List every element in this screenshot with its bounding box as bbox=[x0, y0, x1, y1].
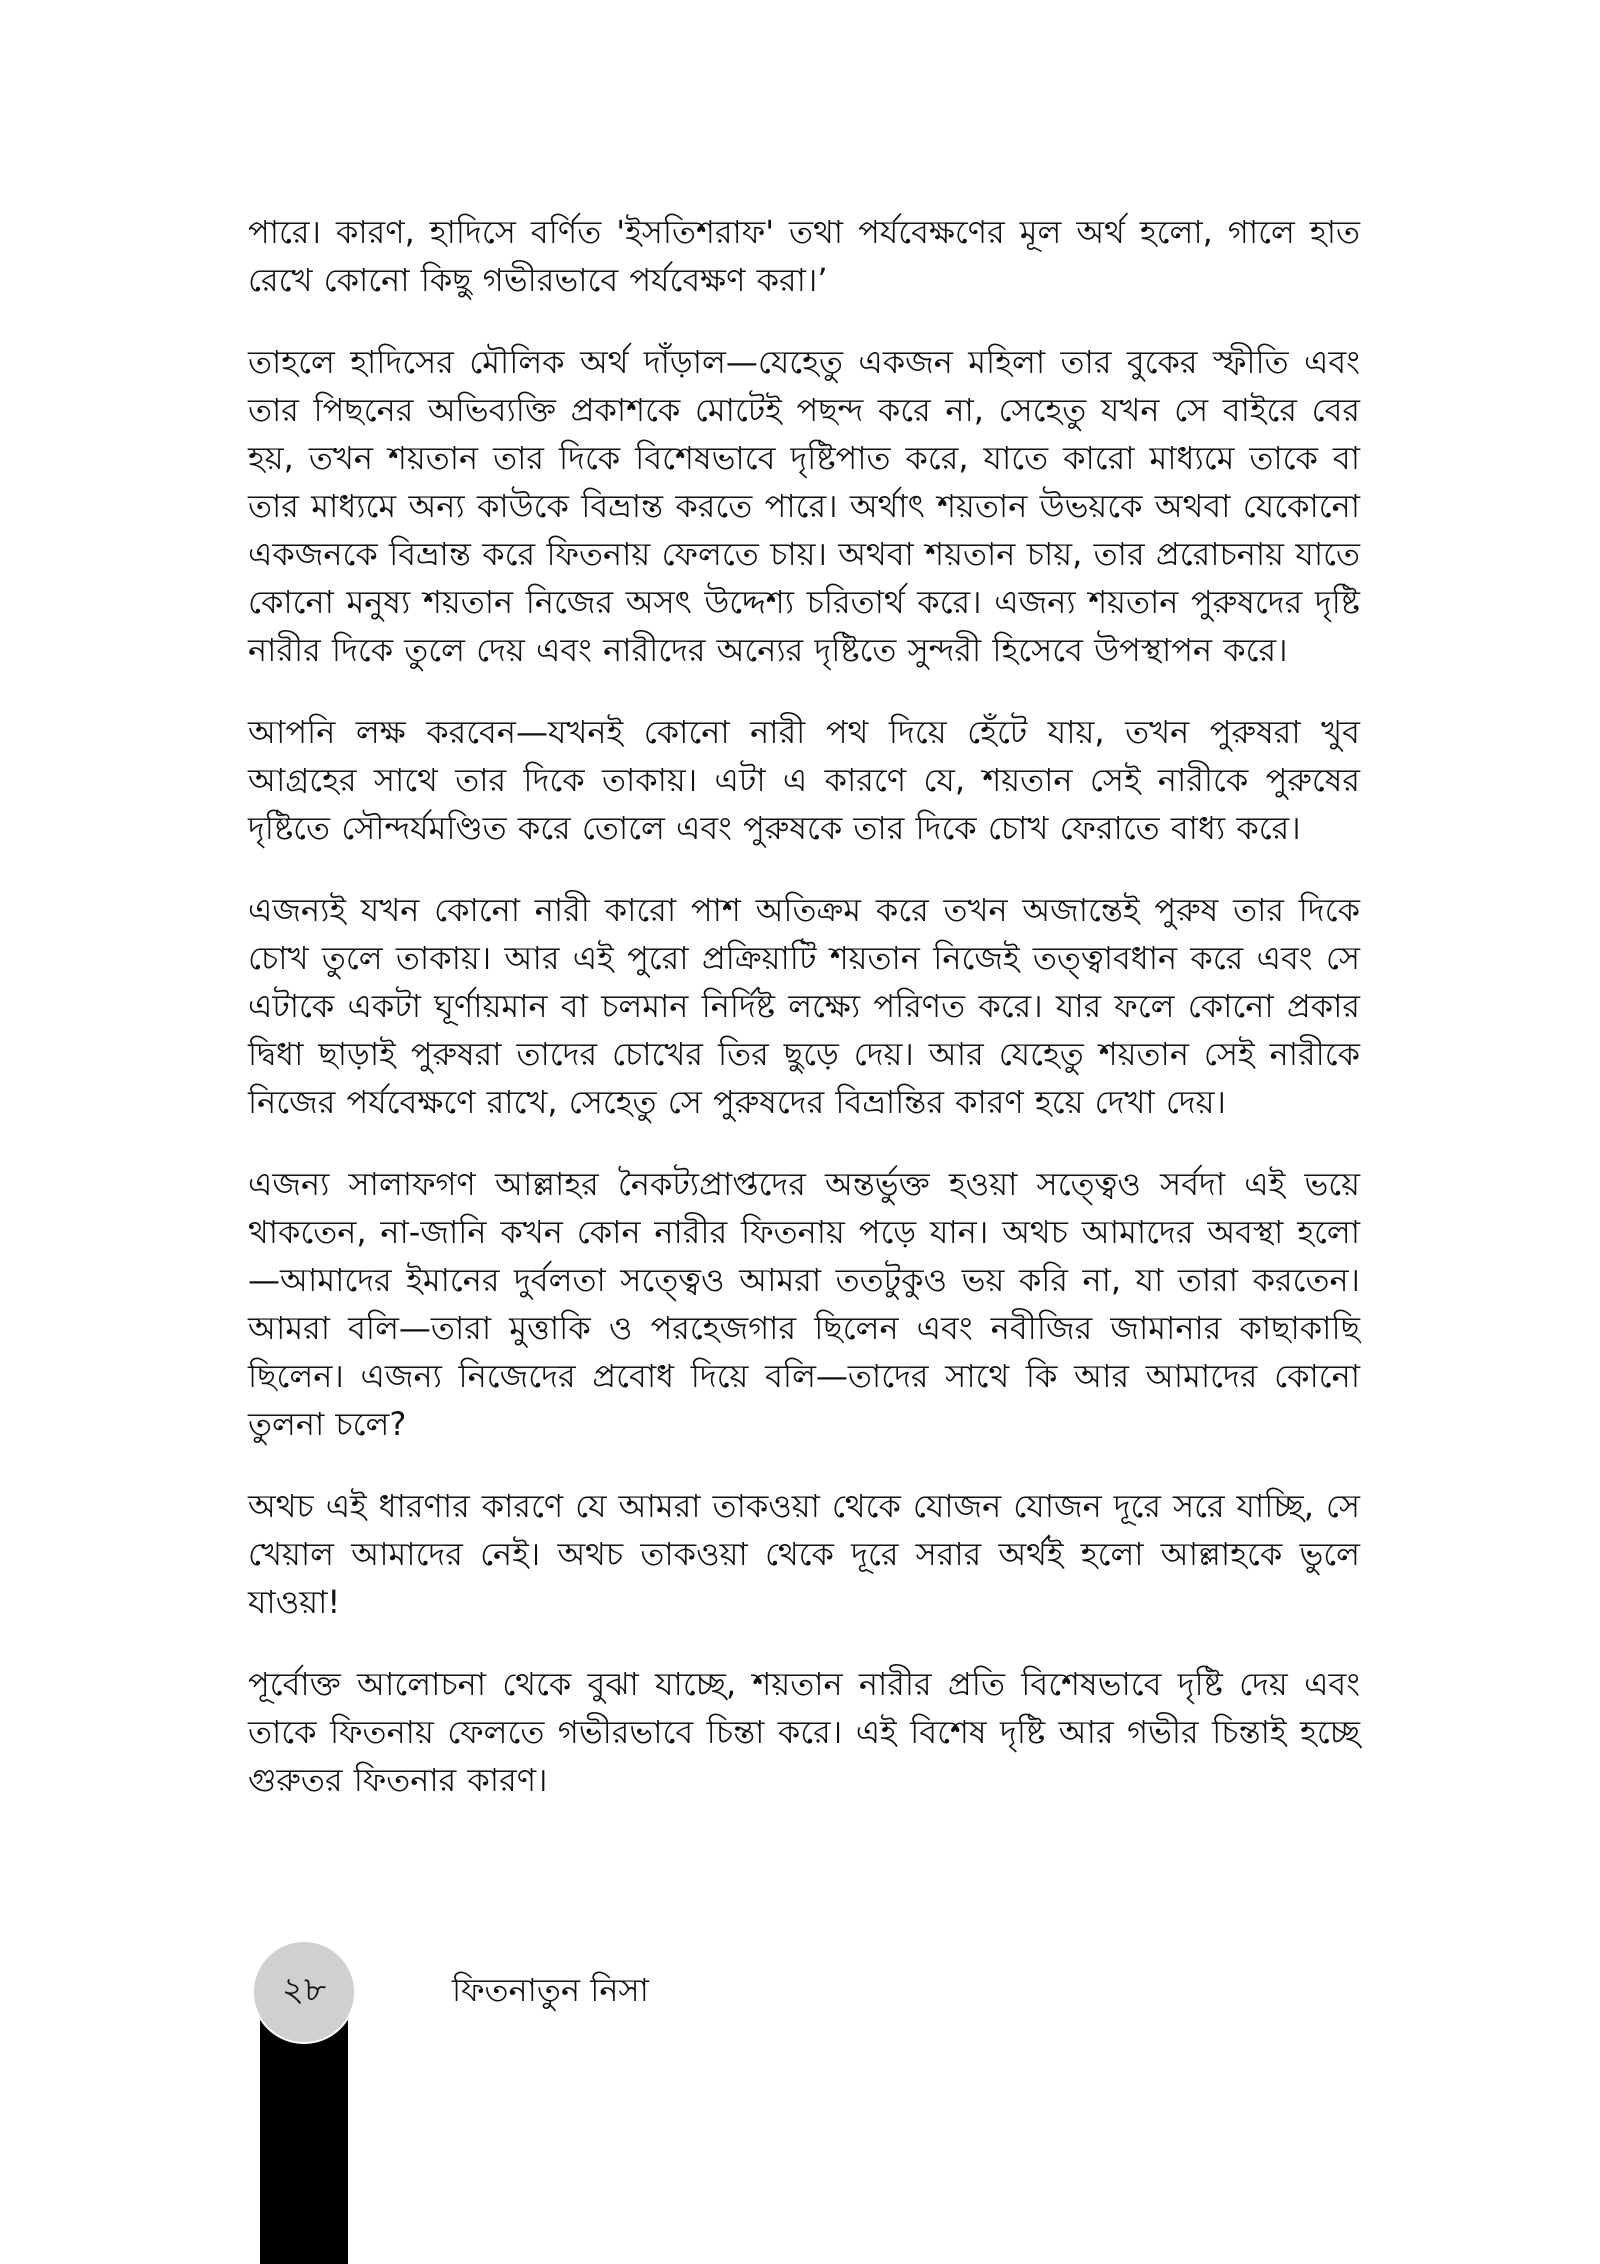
page-number-badge bbox=[252, 1940, 356, 2044]
paragraph-1: পারে। কারণ, হাদিসে বর্ণিত 'ইসতিশরাফ' তথা পর্যবেক্ষণের মূল অর্থ হলো, গালে হাত রেখে কোনো কিছু গভীরভাবে পর্যবেক্ষণ করা।’ bbox=[248, 213, 1360, 299]
paragraph-4: এজন্যই যখন কোনো নারী কারো পাশ অতিক্রম করে তখন অজান্তেই পুরুষ তার দিকে চোখ তুলে তাকায়। আর এই পুরো প্রক্রিয়াটি শয়তান নিজেই তত্ত্বাবধান করে এবং সে এটাকে একটা ঘূর্ণায়মান বা চলমান নির্দিষ্ট লক্ষ্যে পরিণত করে। যার ফলে কোনো প্রকার দ্বিধা ছাড়াই পুরুষরা তাদের চোখের তির ছুড়ে দেয়। আর যেহেতু শয়তান সেই নারীকে নিজের পর্যবেক্ষণে রাখে, সেহেতু সে পুরুষদের বিভ্রান্তির কারণ হয়ে দেখা দেয়। bbox=[248, 891, 1360, 1121]
paragraph-5: এজন্য সালাফগণ আল্লাহর নৈকট্যপ্রাপ্তদের অন্তর্ভুক্ত হওয়া সত্ত্বেও সর্বদা এই ভয়ে থাকতেন, না-জানি কখন কোন নারীর ফিতনায় পড়ে যান। অথচ আমাদের অবস্থা হলো—আমাদের ইমানের দুর্বলতা সত্ত্বেও আমরা ততটুকুও ভয় করি না, যা তারা করতেন। আমরা বলি—তারা মুত্তাকি ও পরহেজগার ছিলেন এবং নবীজির জামানার কাছাকাছি ছিলেন। এজন্য নিজেদের প্রবোধ দিয়ে বলি—তাদের সাথে কি আর আমাদের কোনো তুলনা চলে? bbox=[248, 1165, 1360, 1443]
book-title: ফিতনাতুন নিসা bbox=[452, 1971, 649, 2009]
paragraph-6: অথচ এই ধারণার কারণে যে আমরা তাকওয়া থেকে যোজন যোজন দূরে সরে যাচ্ছি, সে খেয়াল আমাদের নেই। অথচ তাকওয়া থেকে দূরে সরার অর্থই হলো আল্লাহকে ভুলে যাওয়া! bbox=[248, 1487, 1360, 1621]
paragraph-7: পূর্বোক্ত আলোচনা থেকে বুঝা যাচ্ছে, শয়তান নারীর প্রতি বিশেষভাবে দৃষ্টি দেয় এবং তাকে ফিতনায় ফেলতে গভীরভাবে চিন্তা করে। এই বিশেষ দৃষ্টি আর গভীর চিন্তাই হচ্ছে গুরুতর ফিতনার কারণ। bbox=[248, 1665, 1360, 1799]
body-text bbox=[248, 208, 1360, 1838]
paragraph-2: তাহলে হাদিসের মৌলিক অর্থ দাঁড়াল—যেহেতু একজন মহিলা তার বুকের স্ফীতি এবং তার পিছনের অভিব্যক্তি প্রকাশকে মোটেই পছন্দ করে না, সেহেতু যখন সে বাইরে বের হয়, তখন শয়তান তার দিকে বিশেষভাবে দৃষ্টিপাত করে, যাতে কারো মাধ্যমে তাকে বা তার মাধ্যমে অন্য কাউকে বিভ্রান্ত করতে পারে। অর্থাৎ শয়তান উভয়কে অথবা যেকোনো একজনকে বিভ্রান্ত করে ফিতনায় ফেলতে চায়। অথবা শয়তান চায়, তার প্ররোচনায় যাতে কোনো মনুষ্য শয়তান নিজের অসৎ উদ্দেশ্য চরিতার্থ করে। এজন্য শয়তান পুরুষদের দৃষ্টি নারীর দিকে তুলে দেয় এবং নারীদের অন্যের দৃষ্টিতে সুন্দরী হিসেবে উপস্থাপন করে। bbox=[248, 343, 1360, 669]
paragraph-3: আপনি লক্ষ করবেন—যখনই কোনো নারী পথ দিয়ে হেঁটে যায়, তখন পুরুষরা খুব আগ্রহের সাথে তার দিকে তাকায়। এটা এ কারণে যে, শয়তান সেই নারীকে পুরুষের দৃষ্টিতে সৌন্দর্যমণ্ডিত করে তোলে এবং পুরুষকে তার দিকে চোখ ফেরাতে বাধ্য করে। bbox=[248, 713, 1360, 847]
page-number: ২৮ bbox=[281, 1969, 327, 2010]
page-footer bbox=[0, 1940, 1600, 2264]
